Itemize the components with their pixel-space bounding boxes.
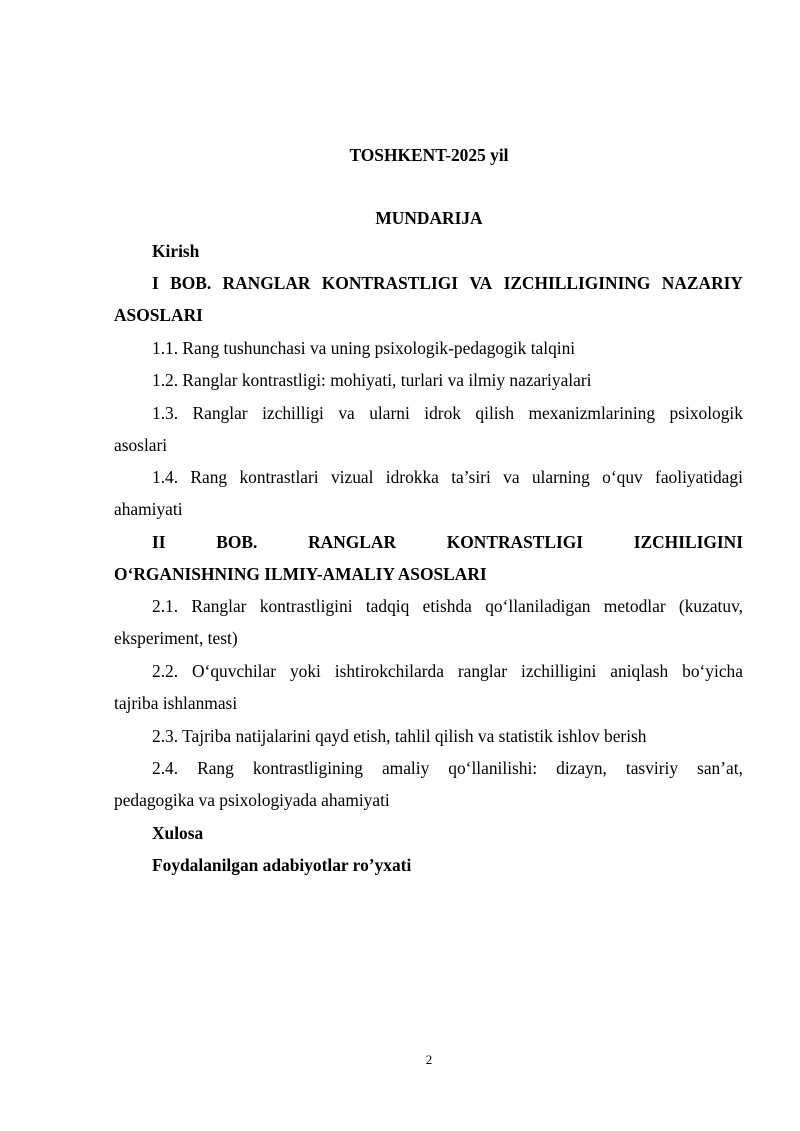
word: IZCHILLIGINING (503, 273, 651, 293)
word: RANGLAR (222, 273, 311, 293)
word: ularning (531, 467, 590, 487)
toc-item-2-4-line2: pedagogika va psixologiyada ahamiyati (114, 790, 390, 810)
word: 2.2. (152, 661, 179, 681)
word: izchilligi (262, 403, 324, 423)
word: vizual (330, 467, 374, 487)
word: izchilligini (520, 661, 597, 681)
toc-item-1-4-line2: ahamiyati (114, 499, 183, 519)
word: I (152, 273, 159, 293)
toc-item-1-2: 1.2. Ranglar kontrastligi: mohiyati, turlari va ilmiy nazariyalari (152, 370, 592, 390)
word: kontrastligini (259, 596, 353, 616)
word: tadqiq (365, 596, 410, 616)
word: ularni (369, 403, 410, 423)
word: II (152, 532, 166, 552)
word: va (503, 467, 520, 487)
word: Rang (190, 467, 228, 487)
word: qo‘llaniladigan (485, 596, 591, 616)
word: NAZARIY (661, 273, 743, 293)
word: VA (469, 273, 493, 293)
word: BOB. (216, 532, 258, 552)
toc-item-1-4-line1 (152, 467, 743, 487)
toc-chapter2-line2: O‘RGANISHNING ILMIY-AMALIY ASOSLARI (114, 564, 487, 584)
toc-title: MUNDARIJA (375, 208, 483, 228)
word: aniqlash (610, 661, 669, 681)
word: bo‘yicha (682, 661, 743, 681)
word: yoki (289, 661, 321, 681)
word: etishda (422, 596, 472, 616)
word: 1.3. (152, 403, 179, 423)
toc-chapter1-line2: ASOSLARI (114, 305, 203, 325)
word: Ranglar (191, 596, 247, 616)
word: RANGLAR (308, 532, 397, 552)
word: qilish (475, 403, 515, 423)
toc-item-1-3-line2: asoslari (114, 435, 168, 455)
toc-item-2-3: 2.3. Tajriba natijalarini qayd etish, tahlil qilish va statistik ishlov berish (152, 726, 647, 746)
toc-item-references: Foydalanilgan adabiyotlar ro’yxati (152, 855, 412, 875)
word: tasviriy (625, 758, 679, 778)
toc-chapter2-line1 (152, 532, 743, 552)
word: 2.1. (152, 596, 179, 616)
word: KONTRASTLIGI (321, 273, 459, 293)
word: dizayn, (556, 758, 607, 778)
toc-item-2-4-line1 (152, 758, 743, 778)
word: Ranglar (192, 403, 248, 423)
word: 2.4. (152, 758, 179, 778)
word: metodlar (603, 596, 666, 616)
word: Rang (197, 758, 234, 778)
word: BOB. (170, 273, 212, 293)
city-year-heading: TOSHKENT-2025 yil (349, 145, 509, 165)
word: O‘quvchilar (192, 661, 277, 681)
word: ta’siri (451, 467, 491, 487)
page-number: 2 (425, 1052, 433, 1067)
toc-chapter1-line1 (152, 273, 743, 293)
word: amaliy (381, 758, 430, 778)
word: ranglar (457, 661, 508, 681)
toc-item-conclusion: Xulosa (152, 823, 204, 843)
word: idrokka (385, 467, 439, 487)
word: o‘quv (602, 467, 643, 487)
toc-item-2-2-line1 (152, 661, 743, 681)
word: qo‘llanilishi: (448, 758, 538, 778)
toc-item-2-2-line2: tajriba ishlanmasi (114, 693, 238, 713)
toc-item-2-1-line1 (152, 596, 743, 616)
word: kontrastlari (239, 467, 319, 487)
word: psixologik (669, 403, 743, 423)
toc-item-1-1: 1.1. Rang tushunchasi va uning psixologik-pedagogik talqini (152, 338, 576, 358)
word: mexanizmlarining (528, 403, 656, 423)
word: va (338, 403, 355, 423)
toc-item-1-3-line1 (152, 403, 743, 423)
word: IZCHILIGINI (633, 532, 743, 552)
word: san’at, (697, 758, 743, 778)
word: 1.4. (152, 467, 179, 487)
word: (kuzatuv, (678, 596, 743, 616)
toc-item-intro: Kirish (152, 241, 200, 261)
word: ishtirokchilarda (334, 661, 444, 681)
toc-item-2-1-line2: eksperiment, test) (114, 628, 238, 648)
word: KONTRASTLIGI (446, 532, 584, 552)
word: faoliyatidagi (655, 467, 743, 487)
word: kontrastligining (252, 758, 363, 778)
word: idrok (424, 403, 461, 423)
